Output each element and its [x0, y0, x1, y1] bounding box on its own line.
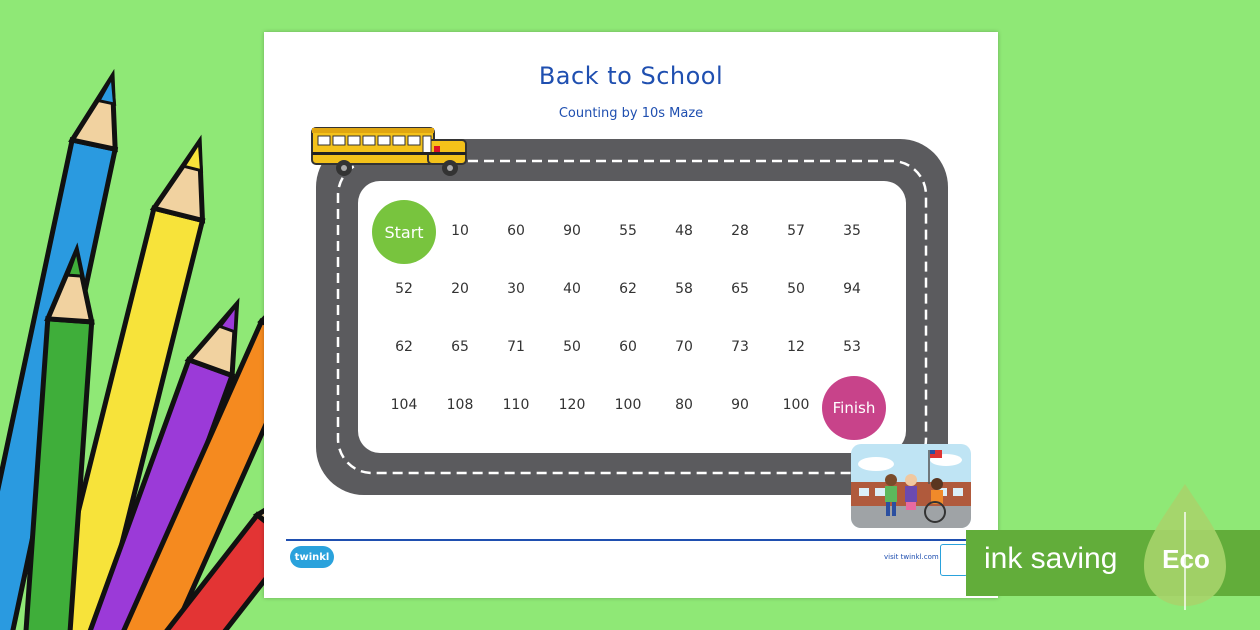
grid-number: 50: [563, 339, 581, 355]
number-grid: [374, 202, 889, 437]
grid-number: 94: [843, 281, 861, 297]
twinkl-logo: twinkl: [290, 546, 334, 568]
grid-number: 80: [675, 397, 693, 413]
ink-saving-label: ink saving: [984, 542, 1118, 575]
grid-number: 100: [782, 397, 810, 413]
grid-number: 30: [507, 281, 525, 297]
grid-number: 12: [787, 339, 805, 355]
worksheet-subtitle: Counting by 10s Maze: [558, 106, 704, 121]
worksheet-page: [264, 32, 998, 598]
grid-number: 58: [675, 281, 693, 297]
grid-number: 90: [731, 397, 749, 413]
grid-number: 104: [390, 397, 418, 413]
grid-number: 55: [619, 223, 637, 239]
grid-number: 28: [731, 223, 749, 239]
school-kids-illustration: [851, 444, 971, 528]
quality-badge-icon: [940, 544, 968, 576]
grid-number: 40: [563, 281, 581, 297]
grid-number: 48: [675, 223, 693, 239]
worksheet-title: Back to School: [538, 62, 724, 90]
grid-number: 65: [731, 281, 749, 297]
grid-number: 62: [619, 281, 637, 297]
grid-number: 60: [619, 339, 637, 355]
grid-number: 65: [451, 339, 469, 355]
school-bus-icon: [310, 124, 472, 178]
grid-number: 20: [451, 281, 469, 297]
start-marker: Start: [372, 200, 436, 264]
colored-pencils-illustration: [0, 0, 280, 630]
grid-number: 71: [507, 339, 525, 355]
grid-number: 53: [843, 339, 861, 355]
visit-link-text: visit twinkl.com: [884, 553, 939, 561]
grid-number: 57: [787, 223, 805, 239]
footer-divider: [286, 539, 976, 541]
grid-number: 108: [446, 397, 474, 413]
grid-number: 52: [395, 281, 413, 297]
finish-marker: Finish: [822, 376, 886, 440]
grid-number: 110: [502, 397, 530, 413]
grid-number: 10: [451, 223, 469, 239]
grid-number: 73: [731, 339, 749, 355]
grid-number: 60: [507, 223, 525, 239]
grid-number: 70: [675, 339, 693, 355]
grid-number: 100: [614, 397, 642, 413]
eco-label: Eco: [1162, 544, 1210, 574]
grid-number: 62: [395, 339, 413, 355]
grid-number: 90: [563, 223, 581, 239]
grid-number: 120: [558, 397, 586, 413]
grid-number: 50: [787, 281, 805, 297]
grid-number: 35: [843, 223, 861, 239]
